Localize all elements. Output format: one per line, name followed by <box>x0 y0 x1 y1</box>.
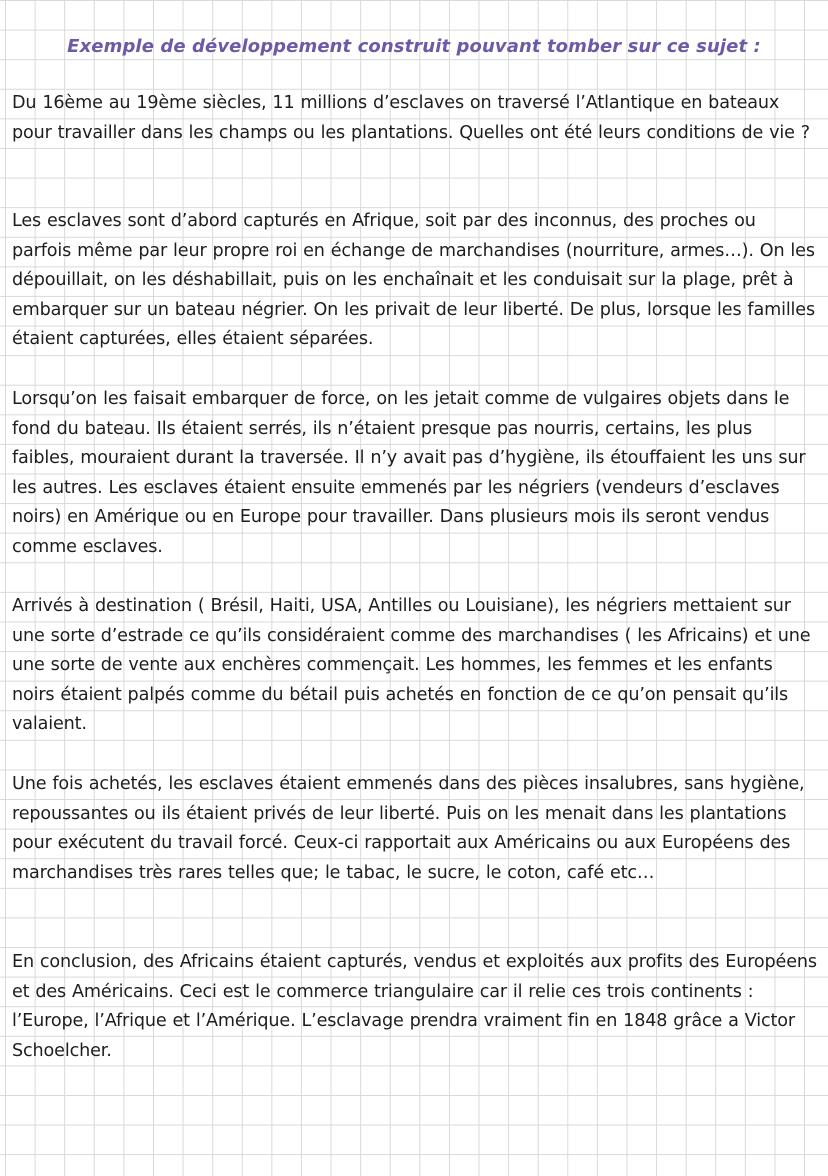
paragraph-sale: Arrivés à destination ( Brésil, Haiti, USA, Antilles ou Louisiane), les négriers mettaient sur une sorte d’estrade ce qu’ils considéraient comme des marchandises ( les Africains) et une une sorte de vente aux enchères commençait. Les hommes, les femmes et les enfants noirs étaient palpés comme du bétail puis achetés en fonction de ce qu’on pensait qu’ils valaient. <box>12 596 811 735</box>
paragraph-conclusion: En conclusion, des Africains étaient capturés, vendus et exploités aux profits des Européens et des Américains. Ceci est le commerce triangulaire car il relie ces trois continents : l’Europe, l’Afrique et l’Amérique. L’esclavage prendra vraiment fin en 1848 grâce a Victor Schoelcher. <box>12 952 817 1061</box>
paragraph-voyage: Lorsqu’on les faisait embarquer de force, on les jetait comme de vulgaires objets dans le fond du bateau. Ils étaient serrés, ils n’étaient presque pas nourris, certains, les plus faibles, mouraient durant la traversée. Il n’y avait pas d’hygiène, ils étouffaient les uns sur les autres. Les esclaves étaient ensuite emmenés par les négriers (vendeurs d’esclaves noirs) en Amérique ou en Europe pour travailler. Dans plusieurs mois ils seront vendus comme esclaves. <box>12 389 806 557</box>
paragraph-intro: Du 16ème au 19ème siècles, 11 millions d’esclaves on traversé l’Atlantique en bateaux pour travailler dans les champs ou les plantations. Quelles ont été leurs conditions de vie ? <box>12 93 810 143</box>
paragraph-capture: Les esclaves sont d’abord capturés en Afrique, soit par des inconnus, des proches ou parfois même par leur propre roi en échange de marchandises (nourriture, armes…). On les dépouillait, on les déshabillait, puis on les enchaînait et les conduisait sur la plage, prêt à embarquer sur un bateau négrier. On les privait de leur liberté. De plus, lorsque les familles étaient capturées, elles étaient séparées. <box>12 211 815 350</box>
paragraph-labor: Une fois achetés, les esclaves étaient emmenés dans des pièces insalubres, sans hygiène, repoussantes ou ils étaient privés de leur liberté. Puis on les menait dans les plantations pour exécutent du travail forcé. Ceux-ci rapportait aux Américains ou aux Européens des marchandises très rares telles que; le tabac, le sucre, le coton, café etc… <box>12 774 805 883</box>
section-heading: Exemple de développement construit pouvant tomber sur ce sujet : <box>67 36 761 57</box>
